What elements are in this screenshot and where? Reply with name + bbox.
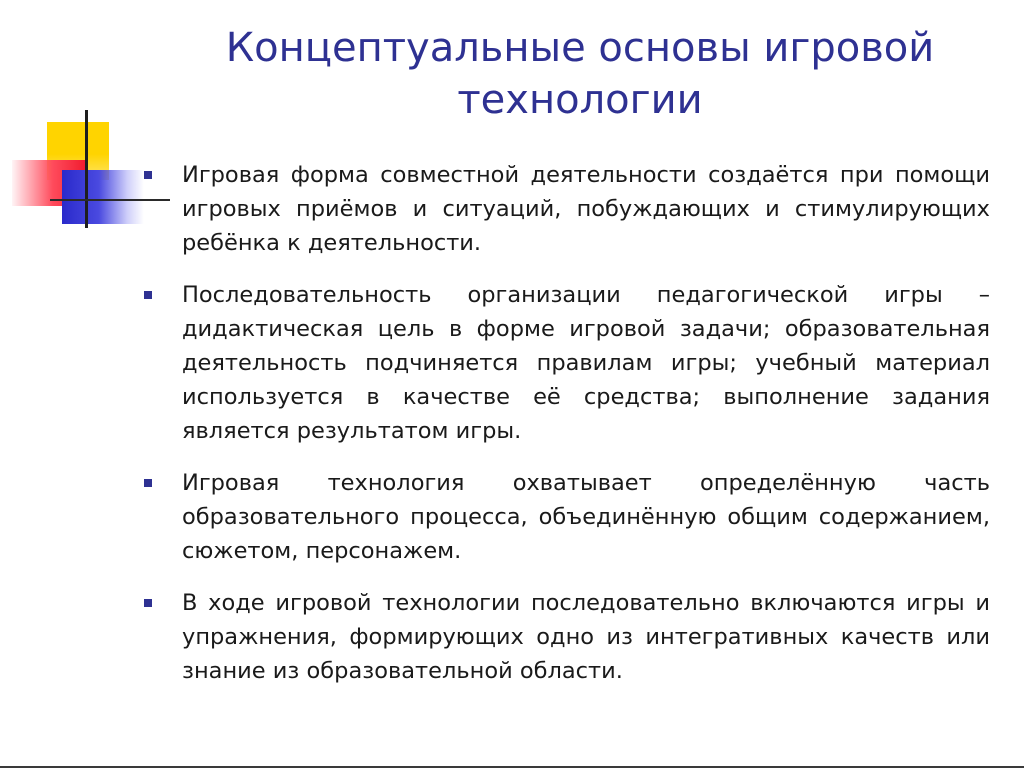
list-item	[140, 158, 990, 260]
decorative-blocks-graphic	[0, 0, 160, 240]
slide-title	[160, 22, 1000, 126]
square-bullet-icon	[144, 171, 152, 179]
list-item-text: Последовательность организации педагогической игры – дидактическая цель в форме игровой задачи; образовательная деятельность подчиняется правилам игры; учебный материал используется в качестве её средства; выполнение задания является результатом игры.	[182, 282, 990, 444]
vertical-line	[85, 110, 88, 228]
bullet-list	[140, 158, 990, 706]
slide-title-line-2: технологии	[457, 77, 703, 123]
square-bullet-icon	[144, 479, 152, 487]
list-item-text: Игровая форма совместной деятельности создаётся при помощи игровых приёмов и ситуаций, побуждающих и стимулирующих ребёнка к деятельности.	[182, 162, 990, 256]
list-item-text: Игровая технология охватывает определённую часть образовательного процесса, объединённую общим содержанием, сюжетом, персонажем.	[182, 470, 990, 564]
list-item	[140, 278, 990, 448]
list-item	[140, 586, 990, 688]
list-item-text: В ходе игровой технологии последовательно включаются игры и упражнения, формирующих одно из интегративных качеств или знание из образовательной области.	[182, 590, 990, 684]
blue-rectangle	[62, 170, 144, 224]
square-bullet-icon	[144, 599, 152, 607]
slide-title-line-1: Концептуальные основы игровой	[225, 25, 935, 71]
square-bullet-icon	[144, 291, 152, 299]
list-item	[140, 466, 990, 568]
